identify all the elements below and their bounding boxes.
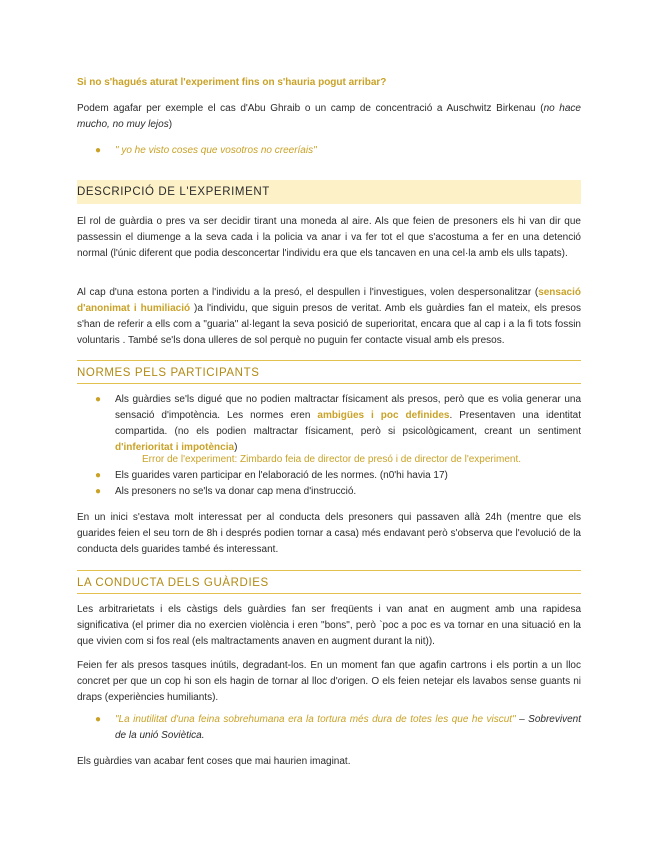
quote-text: "La inutilitat d'una feina sobrehumana era la tortura més dura de totes les que he viscut" – Sobrevivent de la unió Soviètica. bbox=[115, 714, 581, 741]
list-item: ● Els guarides varen participar en l'elaboració de les normes. (n0'hi havia 17) bbox=[77, 468, 581, 484]
bullet-icon: ● bbox=[95, 394, 102, 405]
conducta-paragraph-3: Els guàrdies van acabar fent coses que mai haurien imaginat. bbox=[77, 756, 351, 767]
conducta-paragraph-1: Les arbitrarietats i els càstigs dels guàrdies fan ser freqüents i van anat en augment amb una rapidesa significativa (el primer dia no exercien violència i eren "bons", però `poc a poc es va tornar en una situació en la que vivien com si fos real (els maltractaments anaven en augment durant la nit)). bbox=[77, 604, 581, 647]
list-item bbox=[77, 712, 581, 744]
normes-paragraph: En un inici s'estava molt interessat per al conducta dels presoners qui passaven allà 24h (mentre que els guarides feien el seu torn de 8h i després podien tornar a casa) més endavant però s'observa que l'evolució de la conducta dels guarides també és interessant. bbox=[77, 512, 581, 555]
conducta-paragraph-2: Feien fer als presos tasques inútils, degradant-los. En un moment fan que agafin cartrons i els portin a un lloc concret per que un cop hi son els hagin de tornar al lloc d'origen. O els feien netejar els lavabos sense guants ni draps (experiències humiliants). bbox=[77, 660, 581, 703]
bullet-icon: ● bbox=[95, 470, 102, 481]
quote-text: " yo he visto coses que vosotros no creeríais" bbox=[115, 145, 317, 156]
question-paragraph: Podem agafar per exemple el cas d'Abu Ghraib o un camp de concentració a Auschwitz Birkenau (no hace mucho, no muy lejos) bbox=[77, 103, 581, 130]
descripcio-paragraph-1: El rol de guàrdia o pres va ser decidir tirant una moneda al aire. Als que feien de presoners els hi van dir que passessin el diumenge a la seva cada i la policia va anar i va fer tot el que s'acostuma a fer en una detenció normal (l'únic diferent que podia desconcertar l'individu era que els tancaven en una cel·la amb els ulls tapats). bbox=[77, 216, 581, 259]
bullet-icon: ● bbox=[95, 145, 102, 156]
section-heading-conducta: LA CONDUCTA DELS GUÀRDIES bbox=[77, 570, 581, 594]
bullet-icon: ● bbox=[95, 486, 102, 497]
question-title: Si no s'hagués aturat l'experiment fins on s'hauria pogut arribar? bbox=[77, 77, 387, 88]
descripcio-paragraph-2: Al cap d'una estona porten a l'individu a la presó, el despullen i l'investigues, volen despersonalitzar (sensació d'anonimat i humiliació )a l'individu, que siguin presos de veritat. Amb els guàrdies fan el mateix, els presos s'han de referir a ells com a "guaria" al·legant la seva posició de superioritat, encara que al cap i a la fi tots fossin voluntaris . També se'ls dona ulleres de sol perquè no puguin fer contacte visual amb els presos. bbox=[77, 287, 581, 346]
bullet-icon: ● bbox=[95, 714, 102, 725]
error-note: Error de l'experiment: Zimbardo feia de director de presó i de director de l'experiment. bbox=[142, 454, 521, 465]
section-heading-descripcio: DESCRIPCIÓ DE L'EXPERIMENT bbox=[77, 180, 581, 204]
list-item: ● Als guàrdies se'ls digué que no podien maltractar físicament als presos, però que es volia generar una sensació d'impotència. Les normes eren ambigües i poc definides. Presentaven una identitat compartida. (no els podien maltractar físicament, però si psicològicament, creant un sentiment d'inferioritat i impotència) bbox=[77, 392, 581, 456]
list-item bbox=[77, 143, 581, 159]
section-heading-normes: NORMES PELS PARTICIPANTS bbox=[77, 360, 581, 384]
list-item: ● Als presoners no se'ls va donar cap mena d'instrucció. bbox=[77, 484, 581, 500]
